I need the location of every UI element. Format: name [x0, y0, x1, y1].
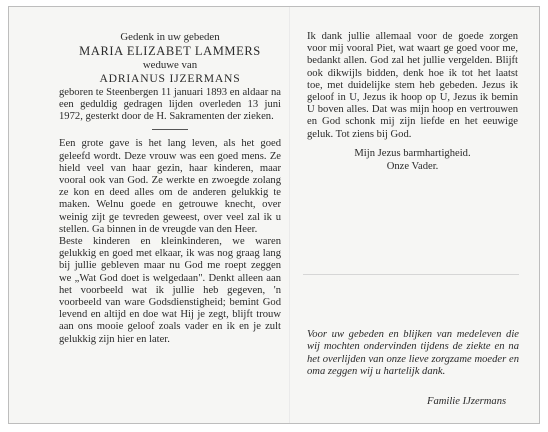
gedenk-heading: Gedenk in uw gebeden [120, 31, 220, 43]
biography-text: geboren te Steenbergen 11 januari 1893 en aldaar na een geduldig gedragen lijden overleden 13 juni 1972, gesterkt door de H. Sakramenten der zieken. [59, 86, 281, 123]
closing-prayer-2: Onze Vader. [386, 160, 439, 172]
gratitude-paragraph: Ik dank jullie allemaal voor de goede zorgen voor mij vooral Piet, wat waart ge goed voor me, bedankt allen. God zal het jullie vergelden. Blijft ook dikwijls bidden, denk hoe ik tot het laatst toe, met duidelijke stem heb gebeden. Jezus ik geloof in U, Jezus ik hoop op U, Jezus ik bemin U boven alles. Dat was mijn hoop en vertrouwen en God schonk mij zijn liefde en het eeuwige geluk. Tot ziens bij God. [307, 31, 518, 140]
separator-line [152, 129, 188, 130]
widow-of-label: weduwe van [142, 59, 198, 72]
family-signature: Familie IJzermans [427, 396, 507, 407]
farewell-paragraph: Beste kinderen en kleinkinderen, we waren gelukkig en goed met elkaar, ik was nog graag lang bij jullie gebleven maar nu God me roept zeggen we „Wat God doet is welgedaan". Denkt alleen aan het voorbeeld wat ik jullie heb gegeven, 'n voorbeeld van ware Godsdienstigheid; bemint God levend en altijd en doe wat Hij je zegt, blijft trouw aan ons mooie geloof zoals vader en ik en je zult gelukkig zijn hier en later. [59, 236, 281, 345]
section-divider [303, 274, 519, 275]
card-fold-line [289, 7, 290, 423]
husband-name: ADRIANUS IJZERMANS [99, 71, 241, 85]
thanks-note: Voor uw gebeden en blijken van medeleven die wij mochten ondervinden tijdens de ziekte en na het overlijden van onze lieve zorgzame moeder en oma zeggen wij u hartelijk dank. [307, 329, 519, 378]
closing-prayer-1: Mijn Jezus barmhartigheid. [354, 147, 471, 159]
closing-prayers [307, 147, 518, 173]
eulogy-paragraph: Een grote gave is het lang leven, als het goed geleefd wordt. Deze vrouw was een goed mens. Ze hield veel van haar gezin, haar kinderen, maar vooral ook van God. Ze werkte en zwoegde zolang ze kon en deed alles om de anderen gelukkig te maken. Welnu goede en getrouwe knecht, over weinig zijt ge tevreden geweest, over veel zal ik u stellen. Ga binnen in de vreugde van den Heer. [59, 138, 281, 235]
memorial-card [8, 6, 540, 424]
left-page [59, 31, 281, 346]
deceased-name: MARIA ELIZABET LAMMERS [79, 44, 261, 59]
right-page [307, 31, 518, 173]
